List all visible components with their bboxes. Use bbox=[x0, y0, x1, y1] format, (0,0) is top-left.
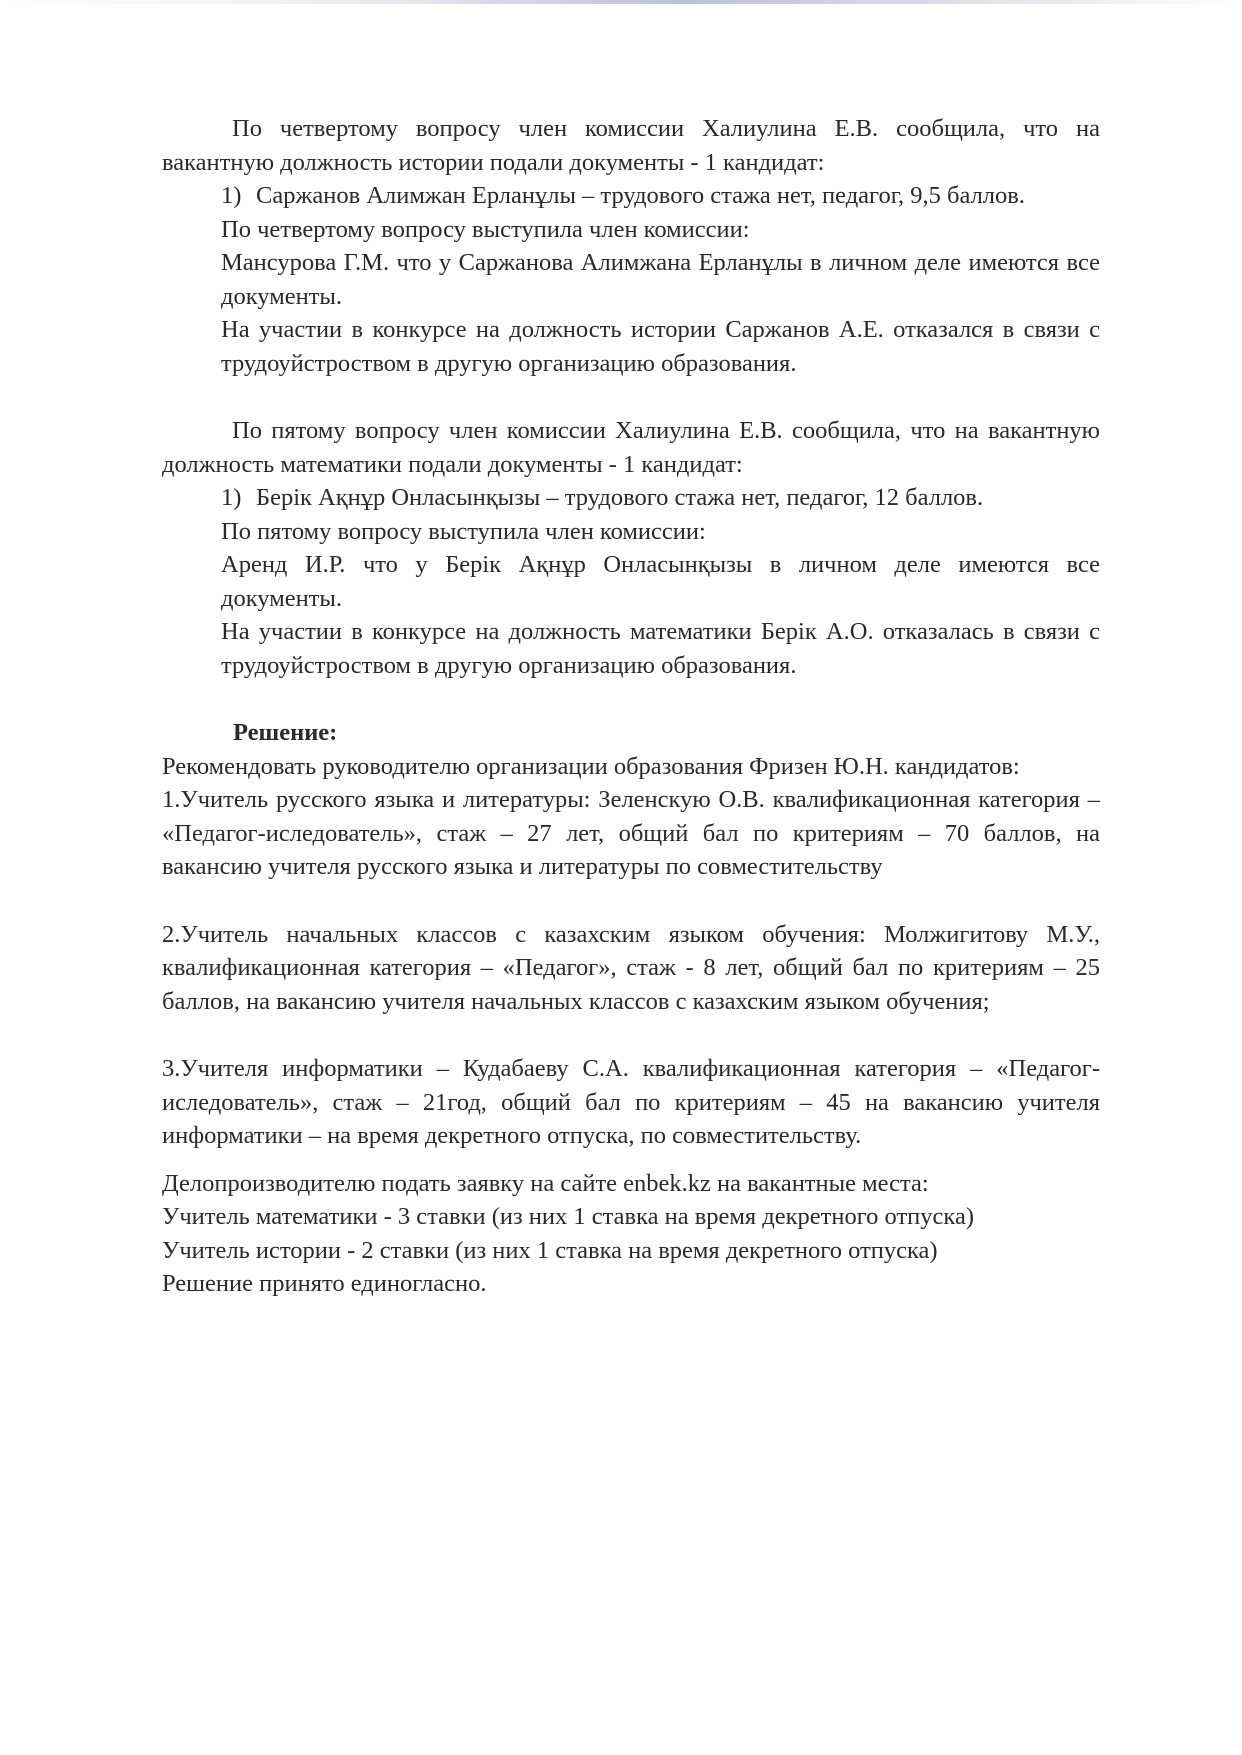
document-page bbox=[162, 112, 1100, 1301]
q4-refusal: На участии в конкурсе на должность истории Саржанов А.Е. отказался в связи с трудоуйстроством в другую организацию образования. bbox=[221, 316, 1100, 377]
q5-statement: Аренд И.Р. что у Берік Ақнұр Онласынқызы в личном деле имеются все документы. bbox=[221, 551, 1100, 612]
q4-item-text: Саржанов Алимжан Ерланұлы – трудового стажа нет, педагог, 9,5 баллов. bbox=[256, 182, 1025, 209]
q4-statement: Мансурова Г.М. что у Саржанова Алимжана Ерланұлы в личном деле имеются все документы. bbox=[221, 249, 1100, 310]
decision-item-1: 1.Учитель русского языка и литературы: Зеленскую О.В. квалификационная категория – «Педагог-иследователь», стаж – 27 лет, общий бал по критериям – 70 баллов, на вакансию учителя русского языка и литературы по совместительству bbox=[162, 786, 1100, 880]
question-five-section bbox=[162, 414, 1100, 682]
decision-history-vacancy: Учитель истории - 2 ставки (из них 1 ставка на время декретного отпуска) bbox=[162, 1236, 938, 1264]
decision-clerk: Делопроизводителю подать заявку на сайте enbek.kz на вакантные места: bbox=[162, 1169, 929, 1197]
scan-edge bbox=[0, 0, 1242, 4]
q5-speaker: По пятому вопросу выступила член комиссии: bbox=[221, 517, 706, 545]
decision-section bbox=[162, 716, 1100, 1301]
decision-item-2: 2.Учитель начальных классов с казахским языком обучения: Молжигитову М.У., квалификационная категория – «Педагог», стаж - 8 лет, общий бал по критериям – 25 баллов, на вакансию учителя начальных классов с казахским языком обучения; bbox=[162, 920, 1100, 1015]
q5-item-number: 1) bbox=[221, 484, 242, 511]
decision-unanimous: Решение принято единогласно. bbox=[162, 1270, 487, 1297]
question-four-section bbox=[162, 112, 1100, 380]
decision-heading: Решение: bbox=[233, 719, 338, 746]
q4-item-number: 1) bbox=[221, 182, 242, 209]
q4-intro: По четвертому вопросу член комиссии Халиулина Е.В. сообщила, что на вакантную должность истории подали документы - 1 кандидат: bbox=[162, 115, 1100, 176]
decision-item-3: 3.Учителя информатики – Кудабаеву С.А. квалификационная категория – «Педагог-иследователь», стаж – 21год, общий бал по критериям – 45 на вакансию учителя информатики – на время декретного отпуска, по совместительству. bbox=[162, 1055, 1100, 1149]
q5-refusal: На участии в конкурсе на должность математики Берік А.О. отказалась в связи с трудоуйстроством в другую организацию образования. bbox=[221, 618, 1100, 679]
q5-candidate-item bbox=[162, 481, 1100, 515]
q5-intro: По пятому вопросу член комиссии Халиулина Е.В. сообщила, что на вакантную должность математики подали документы - 1 кандидат: bbox=[162, 417, 1100, 478]
decision-math-vacancy: Учитель математики - 3 ставки (из них 1 ставка на время декретного отпуска) bbox=[162, 1203, 974, 1230]
q4-candidate-item bbox=[162, 179, 1100, 213]
q5-item-text: Берік Ақнұр Онласынқызы – трудового стажа нет, педагог, 12 баллов. bbox=[256, 484, 984, 511]
q4-speaker: По четвертому вопросу выступила член комиссии: bbox=[221, 215, 750, 243]
decision-recommend: Рекомендовать руководителю организации образования Фризен Ю.Н. кандидатов: bbox=[162, 752, 1020, 780]
